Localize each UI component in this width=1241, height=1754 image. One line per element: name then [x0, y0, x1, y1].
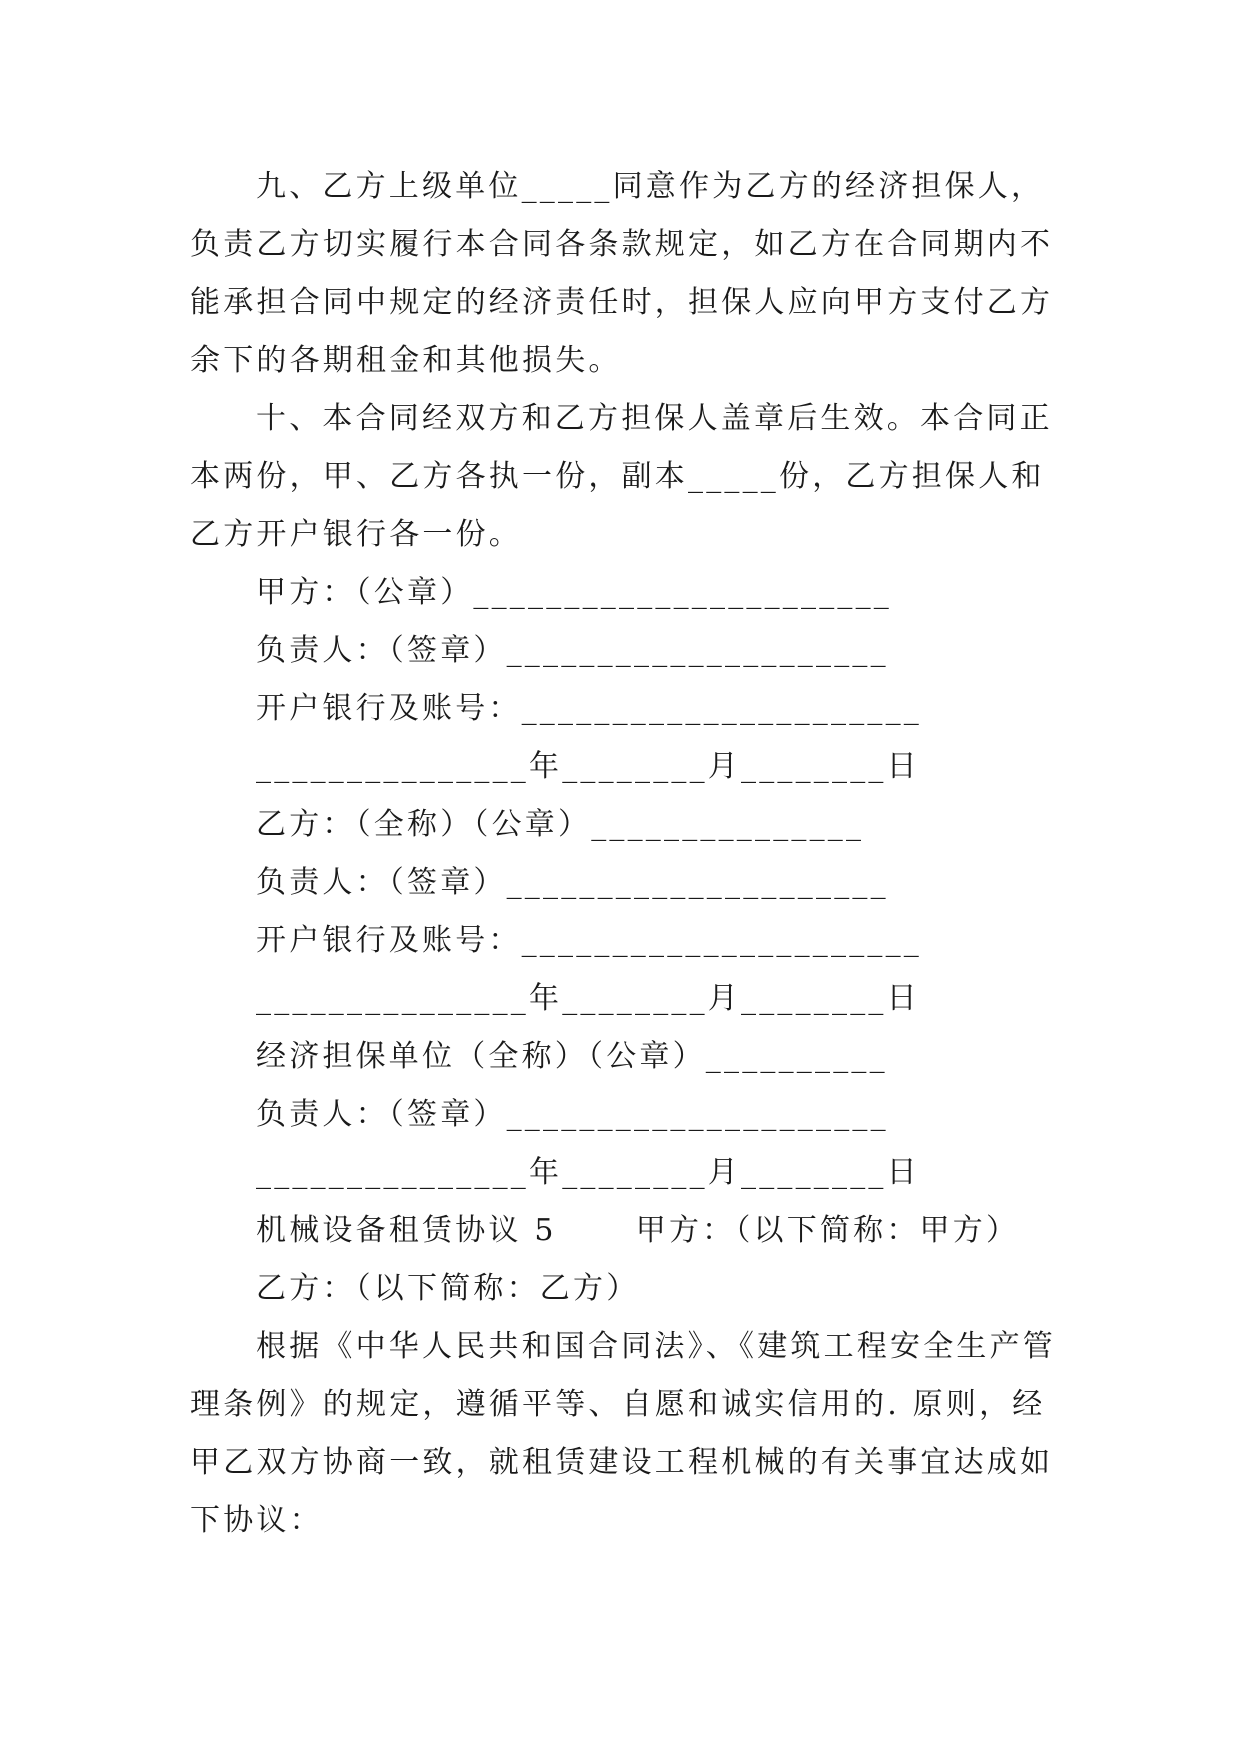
clause-9-line-2: 负责乙方切实履行本合同各条款规定，如乙方在合同期内不: [190, 227, 1054, 262]
clause-9-line-4: 余下的各期租金和其他损失。: [190, 343, 622, 378]
document-page: [190, 158, 1056, 1550]
guarantor-date-field: _______________年________月________日: [256, 1155, 920, 1190]
clause-10-line-1: 十、本合同经双方和乙方担保人盖章后生效。本合同正: [256, 401, 1053, 436]
clause-9-line-1: 九、乙方上级单位_____同意作为乙方的经济担保人，: [256, 169, 1045, 204]
party-a-date-field: _______________年________月________日: [256, 749, 920, 784]
preamble-line-4: 下协议：: [190, 1503, 323, 1538]
party-a-responsible-field: 负责人：（签章）_____________________: [256, 633, 889, 668]
party-b-seal-field: 乙方：（全称）（公章）_______________: [256, 807, 865, 842]
party-b-bank-field: 开户银行及账号：______________________: [256, 923, 922, 958]
party-b-date-field: _______________年________月________日: [256, 981, 920, 1016]
preamble-line-3: 甲乙双方协商一致，就租赁建设工程机械的有关事宜达成如: [190, 1445, 1054, 1480]
party-a-bank-field: 开户银行及账号：______________________: [256, 691, 922, 726]
guarantor-seal-field: 经济担保单位（全称）（公章）__________: [256, 1039, 888, 1074]
party-b-responsible-field: 负责人：（签章）_____________________: [256, 865, 889, 900]
clause-10-line-3: 乙方开户银行各一份。: [190, 517, 522, 552]
clause-10-line-2: 本两份，甲、乙方各执一份，副本_____份，乙方担保人和: [190, 459, 1045, 494]
preamble-line-2: 理条例》的规定，遵循平等、自愿和诚实信用的. 原则，经: [190, 1387, 1046, 1422]
guarantor-responsible-field: 负责人：（签章）_____________________: [256, 1097, 889, 1132]
agreement-5-party-b: 乙方：（以下简称：乙方）: [256, 1271, 640, 1306]
clause-9-line-3: 能承担合同中规定的经济责任时，担保人应向甲方支付乙方: [190, 285, 1054, 320]
agreement-5-heading: 机械设备租赁协议 5 甲方：（以下简称：甲方）: [256, 1213, 1020, 1248]
party-a-seal-field: 甲方：（公章）_______________________: [256, 575, 892, 610]
preamble-line-1: 根据《中华人民共和国合同法》、《建筑工程安全生产管: [256, 1329, 1056, 1364]
